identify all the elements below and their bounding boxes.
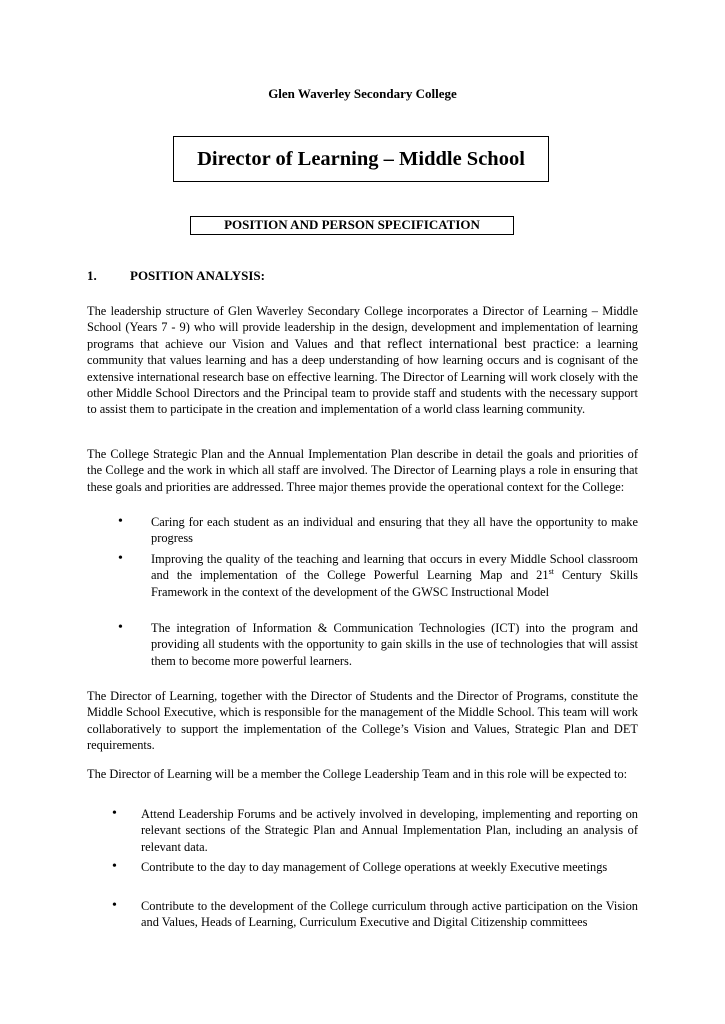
paragraph-leadership-structure: [87, 303, 638, 418]
bullet-icon: •: [118, 514, 123, 529]
bullet-icon: •: [112, 898, 117, 913]
duty-text: Attend Leadership Forums and be actively involved in developing, implementing and reporting on relevant sections of the Strategic Plan and Annual Implementation Plan, including an analysis of relevant data.: [141, 807, 638, 854]
theme-text-before: Improving the quality of the teaching and learning that occurs in every Middle School classroom and the implementation of the College Powerful Learning Map and 21: [151, 552, 638, 583]
bullet-icon: •: [112, 859, 117, 874]
section-heading: [87, 268, 265, 284]
paragraph-middle-school-executive: The Director of Learning, together with the Director of Students and the Director of Programs, constitute the Middle School Executive, which is responsible for the management of the Middle School. This team will work collaboratively to support the implementation of the College’s Vision and Values, Strategic Plan and DET requirements.: [87, 689, 638, 753]
bullet-icon: •: [118, 620, 123, 635]
theme-text-sup: st: [548, 567, 554, 577]
paragraph1-part2: and that reflect international best practice: [334, 335, 576, 351]
section-number: 1.: [87, 268, 97, 283]
theme-text: The integration of Information & Communication Technologies (ICT) into the program and providing all students with the opportunity to gain skills in the use of technologies that will assist them to become more powerful learners.: [151, 621, 638, 668]
document-title: Director of Learning – Middle School: [197, 147, 525, 170]
bullet-icon: •: [118, 551, 123, 566]
document-subtitle: POSITION AND PERSON SPECIFICATION: [224, 217, 480, 233]
duty-text: Contribute to the day to day management of College operations at weekly Executive meetings: [141, 860, 608, 874]
section-heading-text: POSITION ANALYSIS:: [130, 268, 265, 283]
theme-text: [151, 551, 638, 600]
paragraph1-part3: : a learning community that values learning and has a deep understanding of how learning occurs and is cognisant of the extensive international research base on effective learning. The Director of Learning will work closely with the other Middle School Directors and the Principal team to provide staff and students with the necessary support to assist them to participate in the creation and implementation of a world class learning community.: [87, 336, 639, 417]
paragraph-strategic-plan: The College Strategic Plan and the Annual Implementation Plan describe in detail the goals and priorities of the College and the work in which all staff are involved. The Director of Learning plays a role in ensuring that these goals and priorities are addressed. Three major themes provide the operational context for the College:: [87, 447, 638, 494]
theme-text: Caring for each student as an individual and ensuring that they all have the opportunity to make progress: [151, 515, 638, 546]
paragraph1-part1: The leadership structure of Glen Waverley Secondary College incorporates a Director of Learning – Middle School (Years 7 - 9) who will provide leadership in the design, development and implementation of learning programs that achieve our Vision and Values: [87, 304, 638, 351]
bullet-icon: •: [112, 806, 117, 821]
college-name: Glen Waverley Secondary College: [268, 86, 457, 101]
paragraph-leadership-team: The Director of Learning will be a member the College Leadership Team and in this role will be expected to:: [87, 767, 628, 781]
theme-text-after: Century Skills Framework in the context of the development of the GWSC Instructional Model: [151, 568, 638, 599]
duty-text: Contribute to the development of the College curriculum through active participation on the Vision and Values, Heads of Learning, Curriculum Executive and Digital Citizenship committees: [141, 899, 638, 930]
document-title-box: [173, 136, 549, 182]
document-subtitle-box: [190, 216, 514, 235]
